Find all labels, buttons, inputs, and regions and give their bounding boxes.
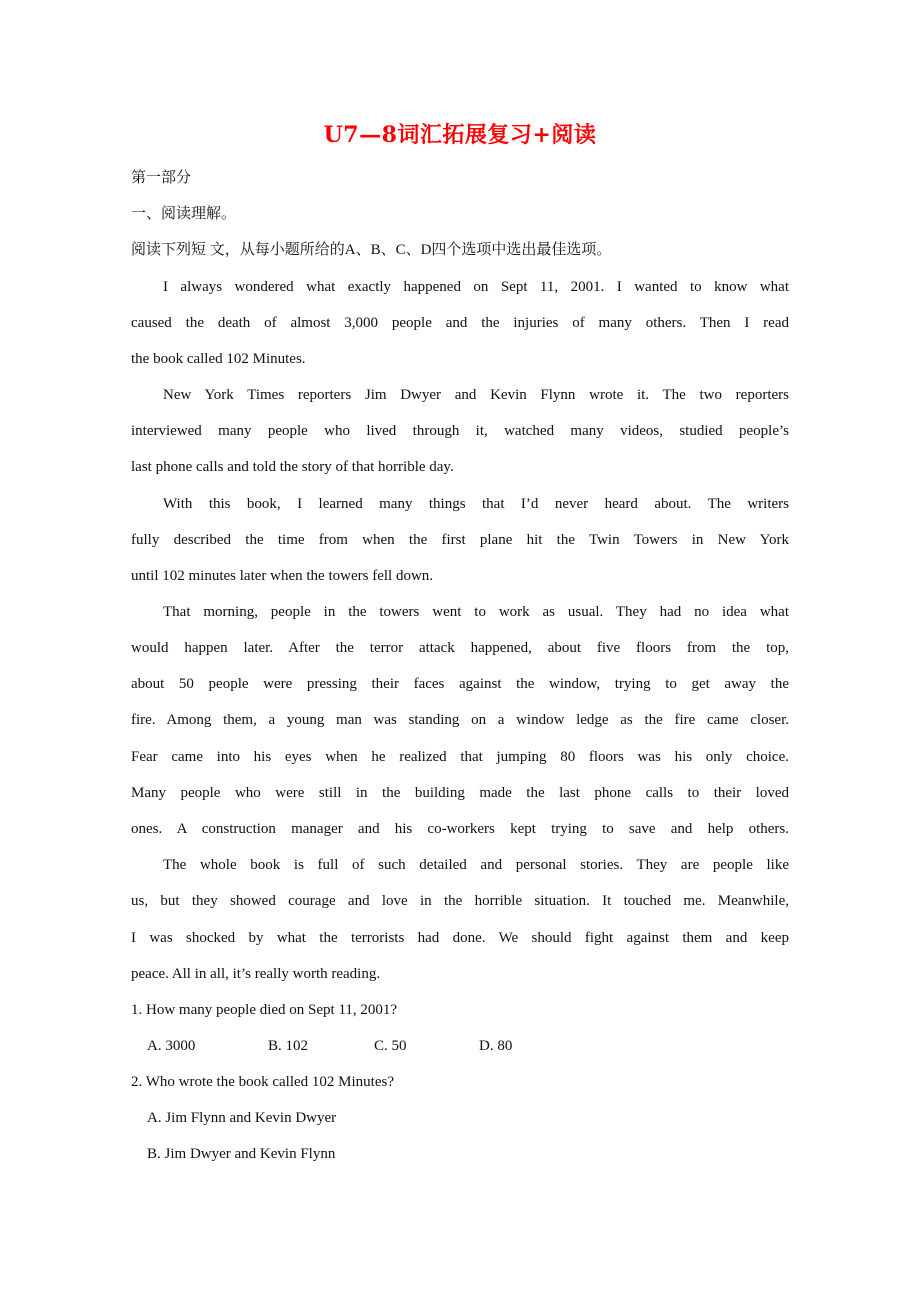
question-number: 1.	[131, 1002, 143, 1018]
option-a[interactable]: A. Jim Flynn and Kevin Dwyer	[147, 1110, 337, 1126]
passage-line: ones. A construction manager and his co-workers kept trying to save and help others.	[131, 821, 789, 837]
passage-line: I always wondered what exactly happened on Sept 11, 2001. I wanted to know what	[163, 279, 789, 295]
passage-line: fully described the time from when the first plane hit the Twin Towers in New York	[131, 532, 789, 548]
passage-line: New York Times reporters Jim Dwyer and Kevin Flynn wrote it. The two reporters	[163, 387, 789, 403]
passage-line: caused the death of almost 3,000 people and the injuries of many others. Then I read	[131, 315, 789, 331]
passage-line: I was shocked by what the terrorists had done. We should fight against them and keep	[131, 930, 789, 946]
instructions: 阅读下列短 文，从每小题所给的A、B、C、D四个选项中选出最佳选项。	[131, 242, 612, 258]
passage-line: That morning, people in the towers went to work as usual. They had no idea what	[163, 604, 789, 620]
passage-line: us, but they showed courage and love in the horrible situation. It touched me. Meanwhile,	[131, 893, 789, 909]
passage-line: interviewed many people who lived through it, watched many videos, studied people’s	[131, 423, 789, 439]
passage-line: Many people who were still in the building made the last phone calls to their loved	[131, 785, 789, 801]
option-b[interactable]: B. Jim Dwyer and Kevin Flynn	[147, 1146, 336, 1162]
passage-line: peace. All in all, it’s really worth reading.	[131, 966, 381, 982]
passage-line: would happen later. After the terror attack happened, about five floors from the top,	[131, 640, 789, 656]
passage-line: the book called 102 Minutes.	[131, 351, 306, 367]
option-c[interactable]: C. 50	[374, 1038, 407, 1054]
passage-line: about 50 people were pressing their faces against the window, trying to get away the	[131, 676, 789, 692]
question-text	[131, 1072, 789, 1092]
passage-line: Fear came into his eyes when he realized that jumping 80 floors was his only choice.	[131, 749, 789, 765]
option-a[interactable]: A. 3000	[147, 1038, 196, 1054]
section-label: 一、阅读理解。	[131, 206, 237, 222]
option-b[interactable]: B. 102	[268, 1038, 309, 1054]
passage-line: until 102 minutes later when the towers fell down.	[131, 568, 434, 584]
question-text	[131, 1000, 789, 1020]
passage-line: With this book, I learned many things that I’d never heard about. The writers	[163, 496, 789, 512]
question-prompt: Who wrote the book called 102 Minutes?	[145, 1074, 395, 1090]
passage-line: last phone calls and told the story of that horrible day.	[131, 459, 454, 475]
passage-line: The whole book is full of such detailed and personal stories. They are people like	[163, 857, 789, 873]
question-prompt: How many people died on Sept 11, 2001?	[146, 1002, 398, 1018]
option-d[interactable]: D. 80	[479, 1038, 513, 1054]
passage-line: fire. Among them, a young man was standing on a window ledge as the fire came closer.	[131, 712, 789, 728]
page-title: U7—8词汇拓展复习+阅读	[323, 122, 597, 148]
part-label: 第一部分	[131, 170, 192, 186]
question-number: 2.	[131, 1074, 143, 1090]
